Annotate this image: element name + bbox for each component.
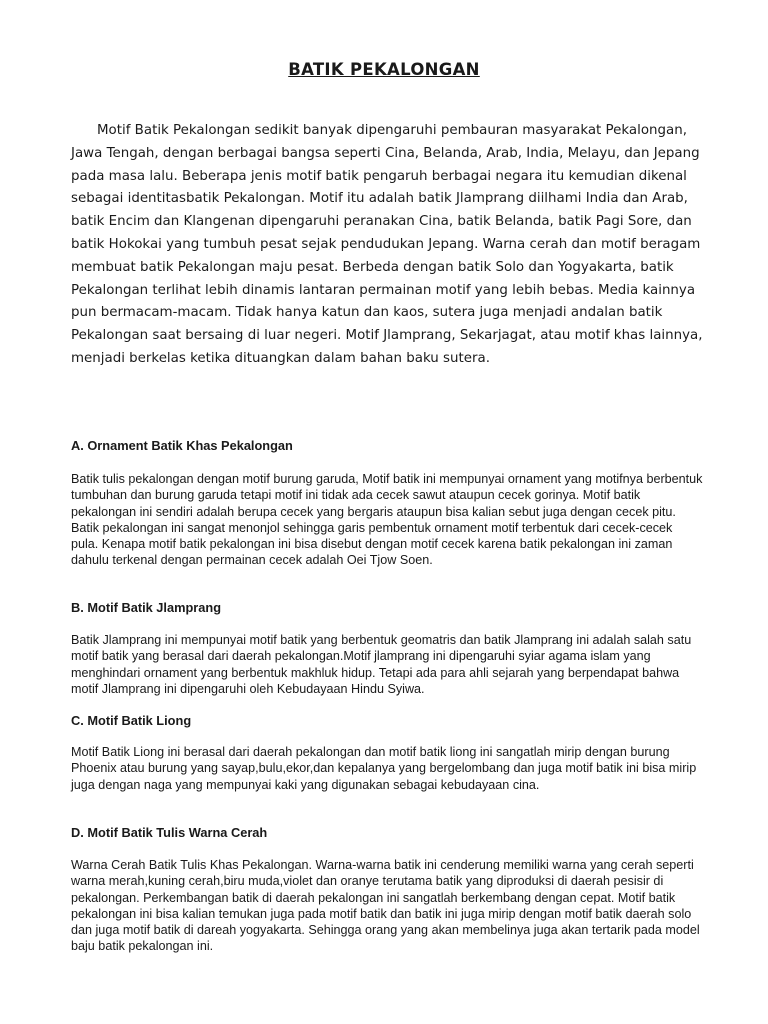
section-heading-d: D. Motif Batik Tulis Warna Cerah [71, 825, 268, 840]
document-title: BATIK PEKALONGAN [288, 60, 480, 79]
section-heading-b: B. Motif Batik Jlamprang [71, 600, 222, 615]
section-body-a: Batik tulis pekalongan dengan motif burung garuda, Motif batik ini mempunyai ornament yang motifnya berbentuk tumbuhan dan burung garuda tetapi motif ini tidak ada cecek sawut ataupun cecek gorinya. Motif batik pekalongan ini sendiri adalah berupa cecek yang bergaris ataupun bisa kalian sebut juga dengan cecek pitu. Batik pekalongan ini sangat menonjol sehingga garis pembentuk ornament motif terbentuk dari cecek-cecek pula. Kenapa motif batik pekalongan ini bisa disebut dengan motif cecek karena batik pekalongan ini zaman dahulu terkenal dengan permainan cecek adalah Oei Tjow Soen. [71, 472, 703, 568]
section-body-b: Batik Jlamprang ini mempunyai motif batik yang berbentuk geomatris dan batik Jlamprang ini adalah salah satu motif batik yang berasal dari daerah pekalongan.Motif jlamprang ini dipengaruhi syiar agama islam yang menghindari ornament yang berbentuk makhluk hidup. Tetapi ada para ahli sejarah yang berpendapat bahwa motif Jlamprang ini dipengaruhi oleh Kebudayaan Hindu Syiwa. [71, 633, 692, 696]
intro-paragraph: Motif Batik Pekalongan sedikit banyak dipengaruhi pembauran masyarakat Pekalongan, Jawa Tengah, dengan berbagai bangsa seperti Cina, Belanda, Arab, India, Melayu, dan Jepang pada masa lalu. Beberapa jenis motif batik pengaruh berbagai negara itu kemudian dikenal sebagai identitasbatik Pekalongan. Motif itu adalah batik Jlamprang diilhami India dan Arab, batik Encim dan Klangenan dipengaruhi peranakan Cina, batik Belanda, batik Pagi Sore, dan batik Hokokai yang tumbuh pesat sejak pendudukan Jepang. Warna cerah dan motif beragam membuat batik Pekalongan maju pesat. Berbeda dengan batik Solo dan Yogyakarta, batik Pekalongan terlihat lebih dinamis lantaran permainan motif yang lebih bebas. Media kainnya pun bermacam-macam. Tidak hanya katun dan kaos, sutera juga menjadi andalan batik Pekalongan saat bersaing di luar negeri. Motif Jlamprang, Sekarjagat, atau motif khas lainnya, menjadi berkelas ketika dituangkan dalam bahan baku sutera. [71, 123, 703, 366]
section-heading-a: A. Ornament Batik Khas Pekalongan [71, 438, 293, 453]
section-body-c: Motif Batik Liong ini berasal dari daerah pekalongan dan motif batik liong ini sangatlah mirip dengan burung Phoenix atau burung yang sayap,bulu,ekor,dan kepalanya yang bergelombang dan juga motif batik ini bisa mirip juga dengan naga yang mempunyai kaki yang digunakan sebagai kebudayaan cina. [71, 745, 697, 792]
section-heading-c: C. Motif Batik Liong [71, 713, 192, 728]
section-body-d: Warna Cerah Batik Tulis Khas Pekalongan. Warna-warna batik ini cenderung memiliki warna yang cerah seperti warna merah,kuning cerah,biru muda,violet dan oranye terutama batik yang diproduksi di daerah pesisir di pekalongan. Perkembangan batik di daerah pekalongan ini sangatlah berkembang dengan cepat. Motif batik pekalongan ini bisa kalian temukan juga pada motif batik dan batik ini juga mirip dengan motif batik daerah solo dan juga motif batik di dareah yogyakarta. Sehingga orang yang akan membelinya juga akan tertarik pada model baju batik pekalongan ini. [71, 858, 700, 954]
